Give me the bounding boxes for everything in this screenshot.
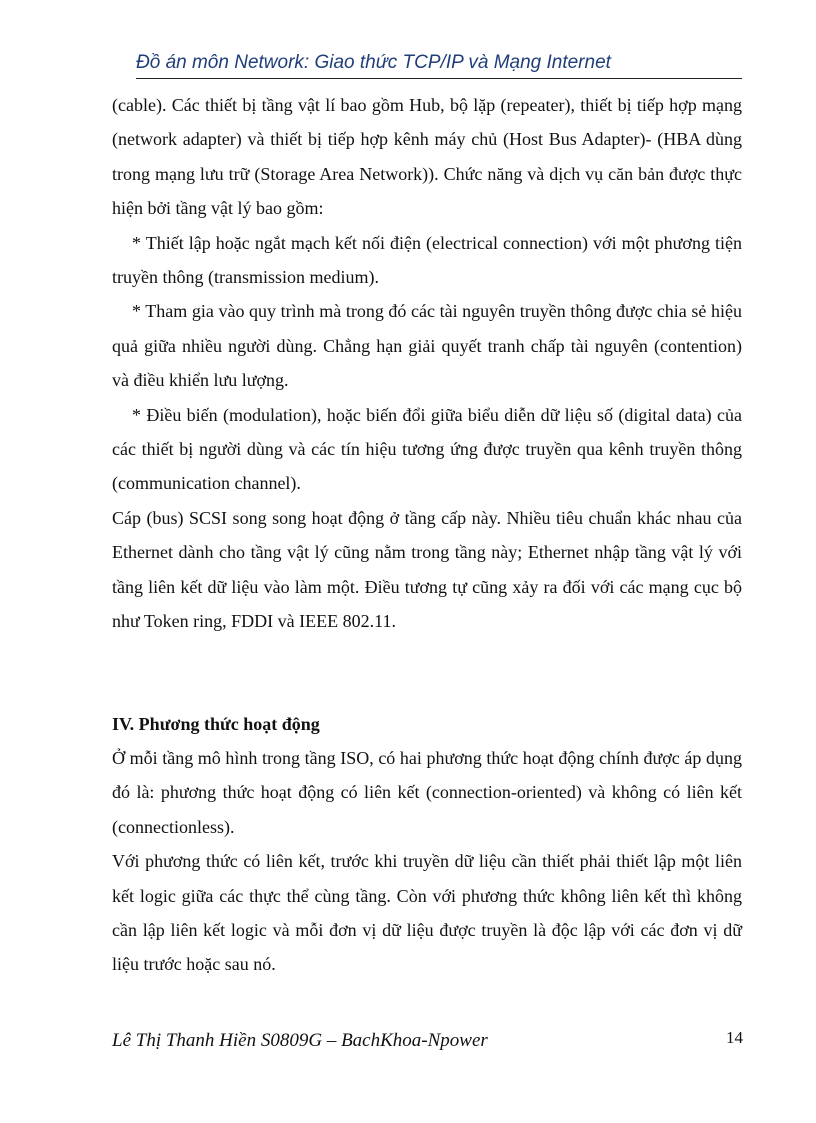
bullet-paragraph: * Thiết lập hoặc ngắt mạch kết nối điện (electrical connection) với một phương tiện truyền thông (transmission medium). [112, 232, 742, 288]
paragraph: (cable). Các thiết bị tầng vật lí bao gồm Hub, bộ lặp (repeater), thiết bị tiếp hợp mạng (network adapter) và thiết bị tiếp hợp kênh máy chủ (Host Bus Adapter)- (HBA dùng trong mạng lưu trữ (Storage Area Network)). Chức năng và dịch vụ căn bản được thực hiện bởi tầng vật lý bao gồm: [112, 95, 742, 219]
bullet-paragraph: * Điều biến (modulation), hoặc biến đổi giữa biểu diễn dữ liệu số (digital data) của các thiết bị người dùng và các tín hiệu tương ứng được truyền qua kênh truyền thông (communication channel). [112, 404, 742, 494]
document-body [112, 88, 742, 982]
page-header: Đồ án môn Network: Giao thức TCP/IP và Mạng Internet [136, 50, 742, 79]
paragraph: Cáp (bus) SCSI song song hoạt động ở tầng cấp này. Nhiều tiêu chuẩn khác nhau của Ethernet dành cho tầng vật lý cũng nằm trong tầng này; Ethernet nhập tầng vật lý với tầng liên kết dữ liệu vào làm một. Điều tương tự cũng xảy ra đối với các mạng cục bộ như Token ring, FDDI và IEEE 802.11. [112, 507, 742, 632]
paragraph: Ở mỗi tầng mô hình trong tầng ISO, có hai phương thức hoạt động chính được áp dụng đó là: phương thức hoạt động có liên kết (connection-oriented) và không có liên kết (connectionless). [112, 747, 742, 837]
spacer [112, 639, 742, 673]
page-number: 14 [726, 1028, 743, 1047]
section-heading: IV. Phương thức hoạt động [112, 713, 320, 734]
bullet-paragraph: * Tham gia vào quy trình mà trong đó các tài nguyên truyền thông được chia sẻ hiệu quả giữa nhiều người dùng. Chẳng hạn giải quyết tranh chấp tài nguyên (contention) và điều khiển lưu lượng. [112, 301, 742, 391]
footer-author: Lê Thị Thanh Hiền S0809G – BachKhoa-Npower [112, 1030, 488, 1051]
paragraph: Với phương thức có liên kết, trước khi truyền dữ liệu cần thiết phải thiết lập một liên kết logic giữa các thực thể cùng tầng. Còn với phương thức không liên kết thì không cần lập liên kết logic và mỗi đơn vị dữ liệu được truyền là độc lập với các đơn vị dữ liệu trước hoặc sau nó. [112, 851, 742, 975]
